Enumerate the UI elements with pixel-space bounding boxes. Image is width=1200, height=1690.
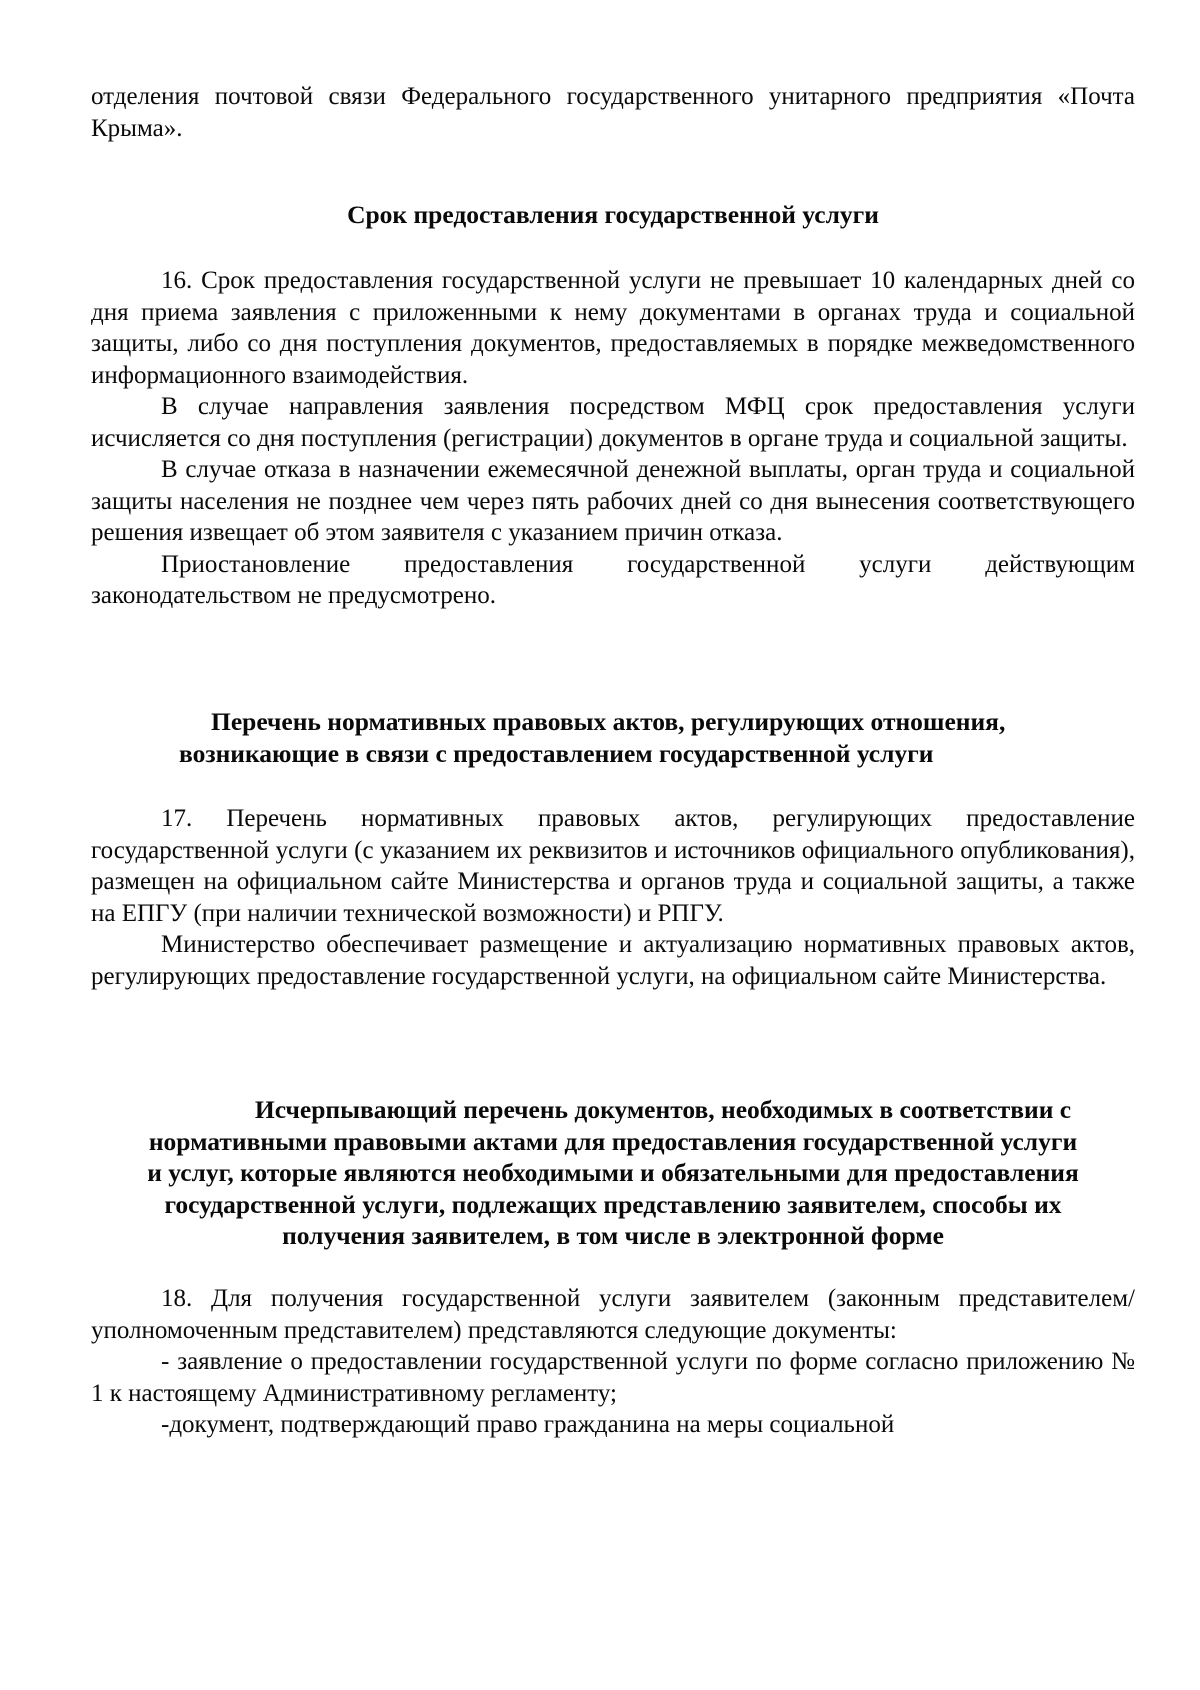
section-acts-body <box>91 803 1135 992</box>
paragraph-suspension: Приостановление предоставления государственной услуги действующим законодательством не предусмотрено. <box>91 550 1135 609</box>
section-heading-docs-line-4: государственной услуги, подлежащих представлению заявителем, способы их <box>164 1189 1062 1219</box>
section-heading-acts-line-2: возникающие в связи с предоставлением государственной услуги <box>179 738 934 768</box>
list-item-application: - заявление о предоставлении государственной услуги по форме согласно приложению № 1 к настоящему Административному регламенту; <box>91 1348 1135 1407</box>
paragraph-refusal: В случае отказа в назначении ежемесячной денежной выплаты, орган труда и социальной защиты населения не позднее чем через пять рабочих дней со дня вынесения соответствующего решения извещает об этом заявителя с указанием причин отказа. <box>91 456 1135 546</box>
section-heading-acts-line-1: Перечень нормативных правовых актов, регулирующих отношения, <box>211 707 1006 736</box>
list-item-document: -документ, подтверждающий право гражданина на меры социальной <box>161 1411 895 1438</box>
intro-paragraph: отделения почтовой связи Федерального государственного унитарного предприятия «Почта Крыма». <box>91 83 1135 142</box>
section-docs-body <box>91 1283 1135 1441</box>
paragraph-ministry: Министерство обеспечивает размещение и актуализацию нормативных правовых актов, регулирующих предоставление государственной услуги, на официальном сайте Министерства. <box>91 931 1135 990</box>
intro-paragraph-block <box>91 81 1135 144</box>
section-heading-docs <box>91 1094 1135 1252</box>
section-heading-term: Срок предоставления государственной услуги <box>347 200 879 229</box>
paragraph-18: 18. Для получения государственной услуги заявителем (законным представителем/ уполномоченным представителем) представляются следующие документы: <box>91 1285 1135 1344</box>
section-heading-docs-line-1: Исчерпывающий перечень документов, необходимых в соответствии с <box>254 1095 1072 1124</box>
section-heading-acts <box>91 706 1135 769</box>
paragraph-mfc: В случае направления заявления посредством МФЦ срок предоставления услуги исчисляется со дня поступления (регистрации) документов в органе труда и социальной защиты. <box>91 393 1135 452</box>
section-term-body <box>91 265 1135 612</box>
section-heading-docs-line-5: получения заявителем, в том числе в электронной форме <box>282 1221 944 1250</box>
paragraph-17: 17. Перечень нормативных правовых актов, регулирующих предоставление государственной услуги (с указанием их реквизитов и источников официального опубликования), размещен на официальном сайте Министерства и органов труда и социальной защиты, а также на ЕПГУ (при наличии технической возможности) и РПГУ. <box>91 805 1135 927</box>
section-heading-docs-line-2: нормативными правовыми актами для предоставления государственной услуги <box>148 1126 1078 1156</box>
paragraph-16: 16. Срок предоставления государственной услуги не превышает 10 календарных дней со дня приема заявления с приложенными к нему документами в органах труда и социальной защиты, либо со дня поступления документов, предоставляемых в порядке межведомственного информационного взаимодействия. <box>91 267 1135 389</box>
section-heading-docs-line-3: и услуг, которые являются необходимыми и обязательными для предоставления <box>147 1158 1079 1187</box>
